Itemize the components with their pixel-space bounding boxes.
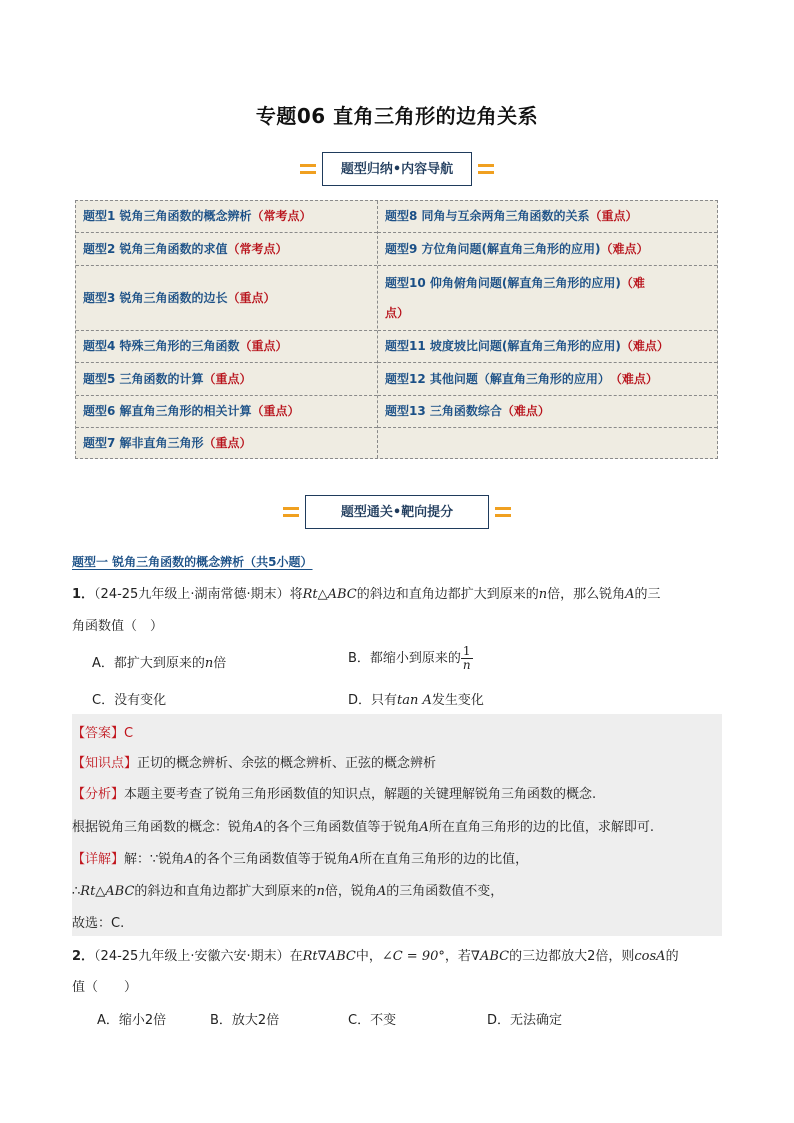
variable-n: n xyxy=(316,884,325,899)
nav-item-tag: （常考点） xyxy=(227,241,288,256)
nav-item-tag: （常考点） xyxy=(251,209,312,223)
nav-item-label: 题型5 三角函数的计算 xyxy=(83,371,204,386)
option-text: A．都扩大到原来的 xyxy=(92,656,205,671)
detail-line xyxy=(72,848,528,867)
nav-item-7[interactable] xyxy=(76,428,377,458)
question-number: 2． xyxy=(72,949,95,964)
nav-item-label: 题型9 方位角问题(解直角三角形的应用) xyxy=(385,241,601,256)
question-text: 的 xyxy=(665,949,679,964)
variable-a: A xyxy=(349,852,360,867)
detail-text: 的斜边和直角边都扩大到原来的 xyxy=(134,884,317,899)
variable-a: A xyxy=(254,820,264,835)
nav-item-tag: （重点） xyxy=(251,404,300,418)
nav-item-empty xyxy=(378,428,717,458)
banner-right-decoration xyxy=(478,164,494,174)
detail-text: ∴ xyxy=(72,884,81,899)
nav-item-label: 题型11 坡度坡比问题(解直角三角形的应用) xyxy=(385,339,621,353)
option-b[interactable]: B．放大2倍 xyxy=(210,1013,280,1028)
analysis-line-2 xyxy=(72,816,654,835)
angle-expression: ∠C = 90° xyxy=(381,949,445,964)
option-a[interactable] xyxy=(92,652,226,671)
banner-left-decoration xyxy=(283,507,299,517)
detail-line-2 xyxy=(72,880,503,899)
nav-item-4[interactable] xyxy=(76,331,377,363)
triangle-symbol: ∇ABC xyxy=(470,949,510,964)
topic-navigation-table xyxy=(75,200,718,459)
nav-item-label: 题型7 解非直角三角形 xyxy=(83,435,204,450)
option-text: D．只有 xyxy=(348,693,398,708)
option-text: 倍 xyxy=(213,656,227,671)
nav-item-tag: （难点） xyxy=(620,339,669,353)
question-source: （24-25九年级上·湖南常德·期末）将 xyxy=(94,587,303,602)
nav-banner-label: 题型归纳•内容导航 xyxy=(322,152,472,186)
nav-banner xyxy=(0,151,794,187)
cos-expression: cosA xyxy=(634,949,666,964)
banner-right-decoration xyxy=(495,507,511,517)
nav-item-1[interactable] xyxy=(76,201,377,233)
nav-item-tag: （难 xyxy=(620,276,645,290)
fraction-numerator: 1 xyxy=(462,644,471,658)
nav-item-10[interactable] xyxy=(378,266,717,331)
nav-item-13[interactable] xyxy=(378,396,717,428)
question-1-stem-line2: 角函数值（ ） xyxy=(72,619,164,634)
variable-a: A xyxy=(419,820,429,835)
detail-text: 的三角函数值不变， xyxy=(386,884,504,899)
answer-line xyxy=(72,722,133,741)
triangle-symbol: Rt∇ABC xyxy=(302,949,356,964)
option-d[interactable]: D．无法确定 xyxy=(487,1013,563,1028)
nav-item-9[interactable] xyxy=(378,233,717,266)
answer-label: 【答案】 xyxy=(72,726,125,741)
nav-item-tag: （重点） xyxy=(203,371,252,386)
nav-item-11[interactable] xyxy=(378,331,717,363)
nav-item-3[interactable] xyxy=(76,266,377,331)
analysis-label: 【分析】 xyxy=(72,787,125,802)
variable-n: n xyxy=(538,587,548,602)
option-text: 发生变化 xyxy=(431,693,484,708)
fraction xyxy=(461,645,473,672)
knowledge-line xyxy=(72,752,436,771)
banner-left-decoration xyxy=(300,164,316,174)
option-a[interactable]: A．缩小2倍 xyxy=(97,1013,167,1028)
practice-banner-label: 题型通关•靶向提分 xyxy=(305,495,489,529)
variable-a: A xyxy=(376,884,387,899)
fraction-denominator: n xyxy=(462,658,471,672)
nav-item-label: 题型1 锐角三角函数的概念辨析 xyxy=(83,209,252,223)
nav-item-tag: （难点） xyxy=(609,371,658,386)
nav-item-label: 题型2 锐角三角函数的求值 xyxy=(83,241,228,256)
question-text: 的斜边和直角边都扩大到原来的 xyxy=(356,587,539,602)
detail-text: 所在直角三角形的边的比值， xyxy=(359,852,529,867)
detail-label: 【详解】 xyxy=(72,852,125,867)
conclusion-line: 故选：C. xyxy=(72,916,125,931)
nav-item-tag: （重点） xyxy=(239,339,288,353)
nav-column-left xyxy=(76,201,378,458)
nav-item-label: 题型8 同角与互余两角三角函数的关系 xyxy=(385,209,590,223)
nav-item-tag-continued: 点） xyxy=(385,306,410,320)
nav-item-tag: （难点） xyxy=(600,241,649,256)
triangle-symbol: Rt△ABC xyxy=(80,884,135,899)
nav-item-12[interactable] xyxy=(378,363,717,396)
nav-item-tag: （重点） xyxy=(589,209,638,223)
practice-banner xyxy=(0,494,794,530)
nav-item-8[interactable] xyxy=(378,201,717,233)
nav-column-right xyxy=(378,201,717,458)
question-text: 的三边都放大2倍，则 xyxy=(509,949,635,964)
option-b[interactable] xyxy=(348,645,473,672)
nav-item-tag: （重点） xyxy=(203,435,252,450)
nav-item-label: 题型12 其他问题（解直角三角形的应用） xyxy=(385,371,610,386)
nav-item-2[interactable] xyxy=(76,233,377,266)
page-title: 专题06 直角三角形的边角关系 xyxy=(255,104,539,128)
detail-text: 倍，锐角 xyxy=(324,884,377,899)
question-2-stem xyxy=(72,945,679,964)
analysis-line xyxy=(72,783,596,802)
nav-item-6[interactable] xyxy=(76,396,377,428)
option-c[interactable]: C．没有变化 xyxy=(92,693,167,708)
nav-item-tag: （重点） xyxy=(227,290,276,305)
question-source: （24-25九年级上·安徽六安·期末）在 xyxy=(94,949,303,964)
question-number: 1． xyxy=(72,587,95,602)
detail-text: 解：∵锐角 xyxy=(124,852,185,867)
question-text: ，若 xyxy=(444,949,471,964)
option-c[interactable]: C．不变 xyxy=(348,1013,397,1028)
knowledge-label: 【知识点】 xyxy=(72,756,138,771)
section-heading: 题型一 锐角三角函数的概念辨析（共5小题） xyxy=(72,555,313,569)
variable-a: A xyxy=(625,587,635,602)
variable-n: n xyxy=(204,656,214,671)
nav-item-5[interactable] xyxy=(76,363,377,396)
nav-item-tag: （难点） xyxy=(501,404,550,418)
analysis-text: 的各个三角函数值等于锐角 xyxy=(263,820,420,835)
question-text: 倍，那么锐角 xyxy=(547,587,626,602)
question-text: 中， xyxy=(355,949,382,964)
analysis-text: 本题主要考查了锐角三角形函数值的知识点，解题的关键理解锐角三角函数的概念. xyxy=(124,787,597,802)
variable-a: A xyxy=(184,852,194,867)
triangle-symbol: Rt△ABC xyxy=(302,587,357,602)
question-2-stem-line2: 值（ ） xyxy=(72,980,138,995)
analysis-text: 根据锐角三角函数的概念：锐角 xyxy=(72,820,255,835)
question-text: 的三 xyxy=(634,587,661,602)
nav-item-label: 题型4 特殊三角形的三角函数 xyxy=(83,339,240,353)
nav-item-label: 题型6 解直角三角形的相关计算 xyxy=(83,404,252,418)
detail-text: 的各个三角函数值等于锐角 xyxy=(193,852,350,867)
nav-item-label: 题型3 锐角三角函数的边长 xyxy=(83,290,228,305)
knowledge-text: 正切的概念辨析、余弦的概念辨析、正弦的概念辨析 xyxy=(137,756,437,771)
option-d[interactable] xyxy=(348,689,484,708)
nav-item-label: 题型13 三角函数综合 xyxy=(385,404,502,418)
question-1-stem xyxy=(72,583,661,602)
analysis-text: 所在直角三角形的边的比值，求解即可. xyxy=(428,820,654,835)
nav-item-label: 题型10 仰角俯角问题(解直角三角形的应用) xyxy=(385,276,621,290)
answer-value: C xyxy=(124,726,134,741)
option-text: B．都缩小到原来的 xyxy=(348,651,461,666)
tan-expression: tan A xyxy=(397,693,432,708)
